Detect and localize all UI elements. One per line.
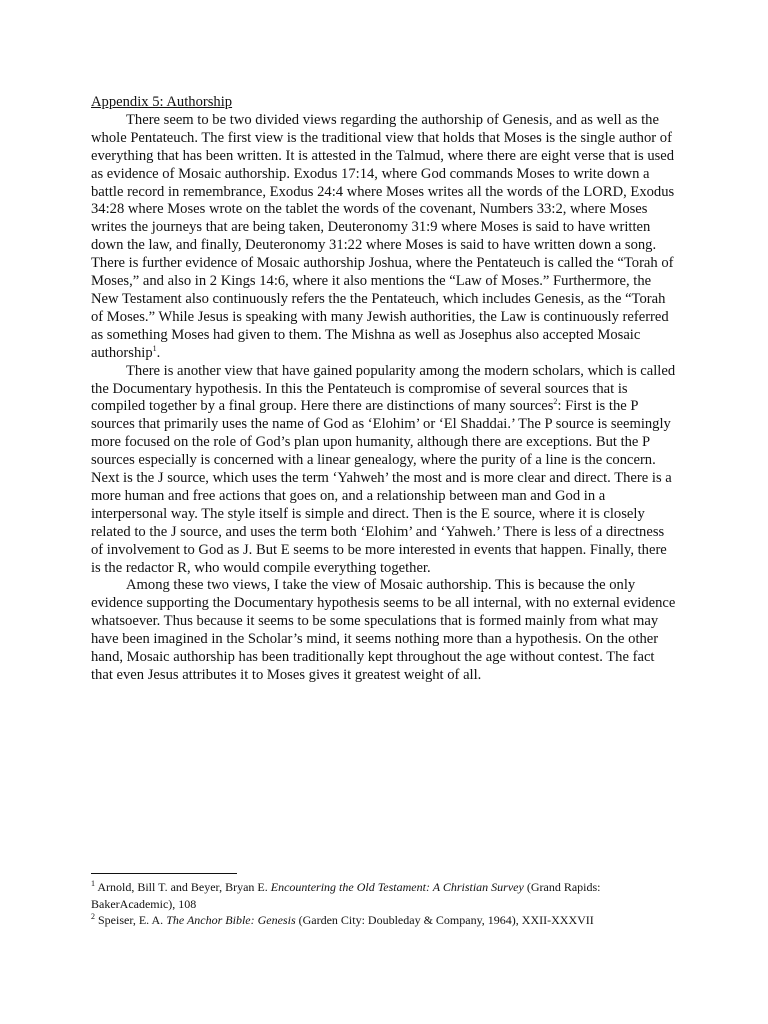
footnote-separator	[91, 873, 237, 874]
paragraph-end: .	[156, 344, 161, 361]
footnote-publication: (Garden City: Doubleday & Company, 1964), XXII-XXXVII	[298, 913, 594, 927]
document-body	[91, 94, 679, 685]
footnote-authors: Speiser, E. A.	[98, 913, 164, 927]
footnotes-section	[91, 873, 679, 929]
footnote-book-title: The Anchor Bible: Genesis	[166, 913, 296, 927]
paragraph-conclusion	[91, 577, 679, 684]
footnote-1	[91, 879, 679, 912]
footnote-number: 2	[91, 912, 95, 921]
paragraph-documentary-hypothesis	[91, 363, 679, 578]
footnote-book-title: Encountering the Old Testament: A Christian Survey	[270, 880, 524, 894]
footnote-authors: Arnold, Bill T. and Beyer, Bryan E.	[97, 880, 268, 894]
footnote-ref-1[interactable]: 1	[152, 343, 157, 353]
footnote-ref-2[interactable]: 2	[553, 397, 558, 407]
footnote-publication: (Grand Rapids: BakerAcademic), 108	[91, 880, 601, 911]
footnote-number: 1	[91, 879, 95, 888]
appendix-heading: Appendix 5: Authorship	[91, 94, 233, 110]
paragraph-text-continued: : First is the P sources that primarily uses the name of God as ‘Elohim’ or ‘El Shaddai.’ The P source is seemingly more focused on the role of God’s plan upon humanity, although there are exceptions. But the P sources especially is concerned with a linear genealogy, where the purity of a line is the concern. Next is the J source, which uses the term ‘Yahweh’ the most and is more clear and direct. There is a more human and free actions that goes on, and a relationship between man and God in a interpersonal way. The style itself is simple and direct. Then is the E source, where it is closely related to the J source, and uses the term both ‘Elohim’ and ‘Yahweh.’ There is less of a directness of involvement to God as J. But E seems to be more interested in events that happen. Finally, there is the redactor R, who would compile everything together.	[91, 398, 672, 576]
paragraph-traditional-view	[91, 112, 679, 363]
footnote-2	[91, 912, 679, 929]
paragraph-text: There seem to be two divided views regarding the authorship of Genesis, and as well as the whole Pentateuch. The first view is the traditional view that holds that Moses is the single author of everything that has been written. It is attested in the Talmud, where there are eight verse that is used as evidence of Mosaic authorship. Exodus 17:14, where God commands Moses to write down a battle record in remembrance, Exodus 24:4 where Moses writes all the words of the LORD, Exodus 34:28 where Moses wrote on the tablet the words of the covenant, Numbers 33:2, where Moses writes the journeys that are being taken, Deuteronomy 31:9 where Moses is said to have written down the law, and finally, Deuteronomy 31:22 where Moses is said to have written down a song. There is further evidence of Mosaic authorship Joshua, where the Pentateuch is called the “Torah of Moses,” and also in 2 Kings 14:6, where it also mentions the “Law of Moses.” Furthermore, the New Testament also continuously refers the the Pentateuch, which includes Genesis, as the “Torah of Moses.” While Jesus is speaking with many Jewish authorities, the Law is continuously referred as something Moses had given to them. The Mishna as well as Josephus also accepted Mosaic authorship	[91, 111, 675, 361]
paragraph-text: Among these two views, I take the view of Mosaic authorship. This is because the only evidence supporting the Documentary hypothesis seems to be all internal, with no external evidence whatsoever. Thus because it seems to be some speculations that is formed mainly from what may have been imagined in the Scholar’s mind, it seems nothing more than a hypothesis. On the other hand, Mosaic authorship has been traditionally kept throughout the age without contest. The fact that even Jesus attributes it to Moses gives it greatest weight of all.	[91, 577, 676, 683]
paragraph-text: There is another view that have gained popularity among the modern scholars, which is called the Documentary hypothesis. In this the Pentateuch is compromise of several sources that is compiled together by a final group. Here there are distinctions of many sources	[91, 362, 676, 415]
